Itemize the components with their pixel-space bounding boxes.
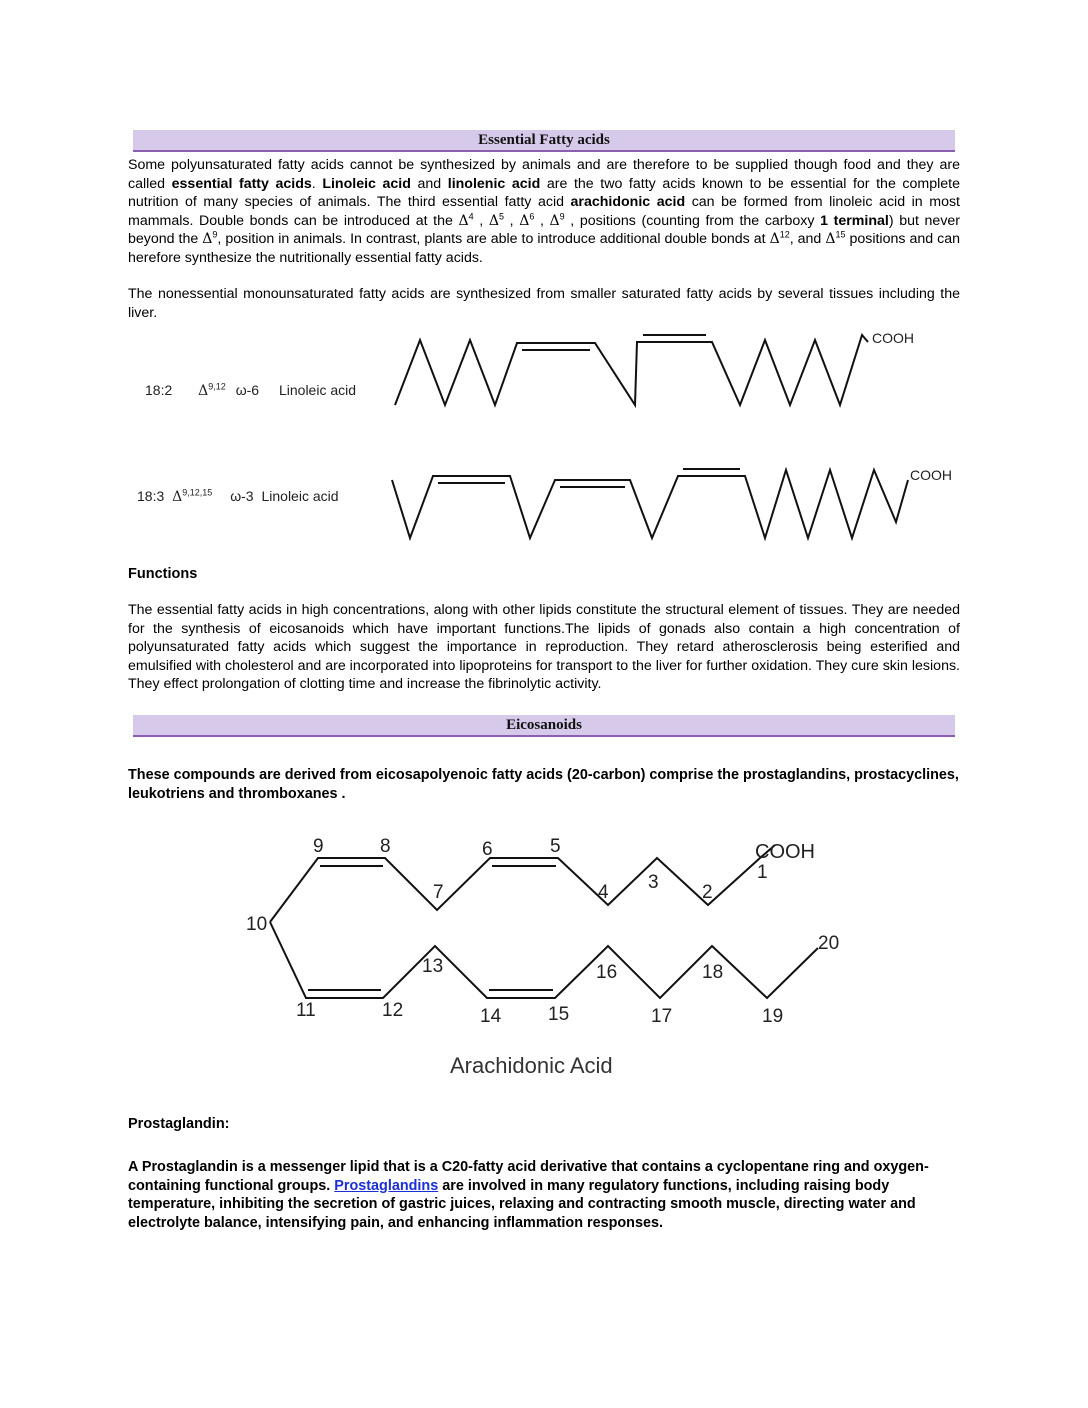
carbon-label-1: 1: [757, 862, 768, 883]
bold-term: linolenic acid: [447, 175, 541, 192]
omega-notation: ω-3: [230, 488, 254, 504]
bold-term: arachidonic acid: [570, 194, 686, 210]
superscript: 5: [498, 210, 504, 221]
superscript: 15: [835, 229, 846, 240]
carbon-label-15: 15: [548, 1004, 570, 1025]
delta-symbol: Δ: [519, 212, 530, 229]
carbon-label-4: 4: [598, 882, 609, 903]
fa-notation: 18:3: [137, 488, 165, 504]
delta-symbol: Δ: [488, 212, 499, 229]
bold-term: Linoleic acid: [322, 175, 411, 192]
delta-symbol: Δ: [458, 212, 469, 229]
carbon-label-10: 10: [246, 914, 268, 935]
text: .: [311, 175, 323, 192]
section-title: Essential Fatty acids: [478, 132, 610, 148]
carbon-label-14: 14: [480, 1006, 502, 1027]
carbon-label-20: 20: [818, 933, 840, 954]
delta-symbol: Δ: [769, 231, 780, 247]
bold-term: 1 terminal: [820, 212, 889, 229]
delta-positions: 9,12: [208, 381, 226, 392]
prostaglandins-link[interactable]: Prostaglandins: [334, 1177, 439, 1194]
linolenic-chain: [392, 470, 908, 538]
carbon-label-3: 3: [648, 872, 659, 893]
delta-symbol: Δ: [825, 231, 836, 247]
text: are involved in many regulatory functions, including raising body temperature, inhibiting the secretion of gastric juices, relaxing and contracting smooth muscle, directing water and electrolyte balance, intensifying pain, and enhancing inflammation responses.: [128, 1177, 916, 1231]
carbon-label-7: 7: [433, 882, 444, 903]
carbon-label-2: 2: [702, 882, 713, 903]
superscript: 6: [529, 210, 535, 221]
delta-positions: 9,12,15: [182, 487, 213, 498]
delta-symbol: Δ: [549, 212, 560, 229]
carbon-label-9: 9: [313, 836, 324, 857]
fa-name: Linoleic acid: [261, 488, 339, 504]
nonessential-paragraph: The nonessential monounsaturated fatty acids are synthesized from smaller saturated fatty acids by several tissues including the liver.: [128, 286, 960, 321]
omega-notation: ω-6: [235, 382, 260, 398]
carbon-label-6: 6: [482, 839, 493, 860]
text: and: [410, 175, 448, 192]
bold-term: essential fatty acids: [171, 175, 312, 192]
text: , position in animals. In contrast, plants are able to introduce additional double bonds at: [217, 231, 770, 247]
fa-notation: 18:2: [145, 382, 173, 398]
arachidonic-lower-chain: [270, 922, 818, 998]
delta-symbol: Δ: [198, 383, 209, 399]
section-header-eicosanoids: [133, 715, 955, 737]
prostaglandin-heading: Prostaglandin:: [128, 1116, 230, 1132]
text: can be formed from linoleic acid in most mammals. Double bonds can be introduced at the: [128, 194, 960, 229]
text: ,: [473, 212, 489, 229]
text: ) but never beyond the: [128, 212, 961, 247]
eicosanoids-paragraph: These compounds are derived from eicosapolyenoic fatty acids (20-carbon) comprise the prostaglandins, prostacyclines, leukotriens and thromboxanes .: [128, 767, 959, 802]
arachidonic-caption: Arachidonic Acid: [450, 1053, 613, 1078]
text: , and: [789, 231, 826, 247]
carbon-label-11: 11: [296, 1000, 316, 1021]
text: positions and can herefore synthesize the nutritionally essential fatty acids.: [128, 231, 961, 266]
text: ,: [503, 212, 520, 229]
carbon-label-16: 16: [596, 962, 618, 983]
linoleic-chain: [395, 335, 868, 405]
superscript: 9: [212, 229, 218, 240]
text: , positions (counting from the carboxy: [564, 212, 821, 229]
carbon-label-17: 17: [651, 1006, 673, 1027]
functions-heading: Functions: [128, 566, 198, 582]
text: ,: [534, 212, 550, 229]
text: Some polyunsaturated fatty acids cannot be synthesized by animals and are therefore to be supplied though food and they are called: [128, 157, 960, 192]
arachidonic-upper-chain: [270, 845, 775, 922]
superscript: 4: [468, 210, 474, 221]
delta-symbol: Δ: [172, 489, 183, 505]
arachidonic-cooh: COOH: [755, 841, 815, 863]
carbon-label-8: 8: [380, 836, 391, 857]
carbon-label-5: 5: [550, 836, 561, 857]
superscript: 12: [779, 229, 790, 240]
linolenic-cooh: COOH: [910, 467, 952, 483]
text: A Prostaglandin is a messenger lipid that is a C20-fatty acid derivative that contains a cyclopentane ring and oxygen-containing functional groups.: [128, 1159, 929, 1194]
prostaglandin-paragraph: [128, 1158, 963, 1232]
delta-symbol: Δ: [202, 231, 213, 247]
carbon-label-12: 12: [382, 1000, 404, 1021]
carbon-label-19: 19: [762, 1006, 784, 1027]
carbon-label-13: 13: [422, 956, 444, 977]
text: are the two fatty acids known to be essential for the complete nutrition of many species of animals. The third essential fatty acid: [128, 175, 960, 210]
carbon-label-18: 18: [702, 962, 724, 983]
superscript: 9: [559, 210, 565, 221]
functions-paragraph: The essential fatty acids in high concentrations, along with other lipids constitute the structural element of tissues. They are needed for the synthesis of eicosanoids which have important functions.The lipids of gonads also contain a high concentration of polyunsaturated fatty acids which suggest the importance in reproduction. They retard atherosclerosis being esterified and emulsified with cholesterol and are incorporated into lipoproteins for transport to the liver for further oxidation. They cure skin lesions. They effect prolongation of clotting time and increase the fibrinolytic activity.: [128, 602, 960, 692]
linoleic-cooh: COOH: [872, 330, 914, 346]
section-title: Eicosanoids: [506, 717, 582, 733]
fa-name: Linoleic acid: [278, 382, 357, 398]
